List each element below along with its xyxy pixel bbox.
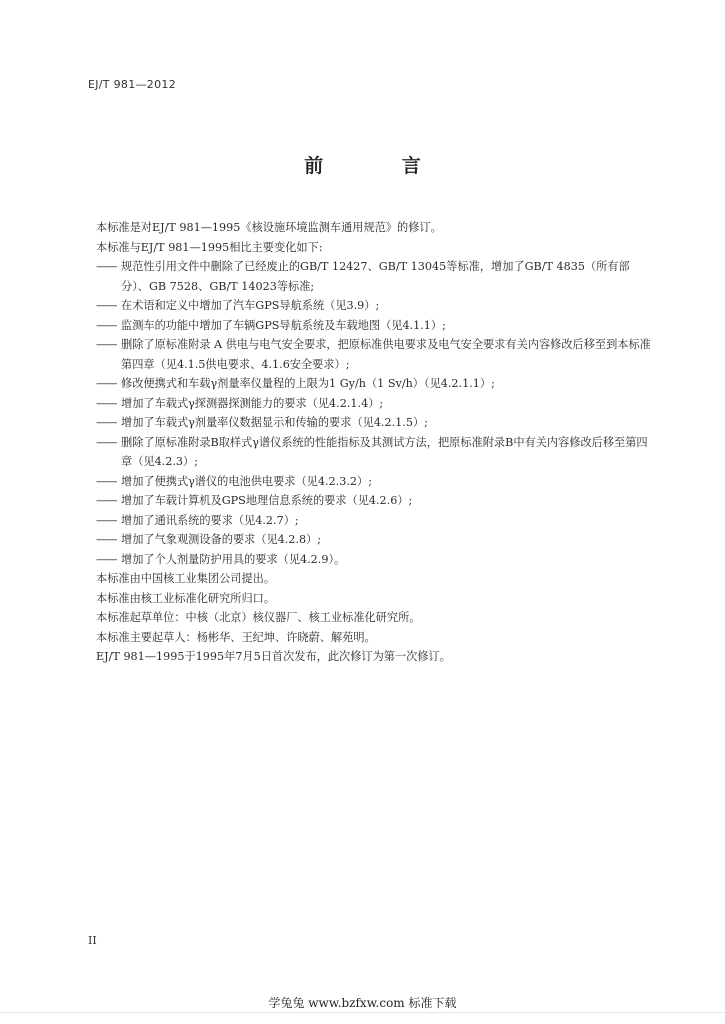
dash-marker: —— — [96, 338, 117, 351]
change-item — [96, 472, 656, 492]
dash-marker: —— — [96, 533, 117, 546]
change-text: 规范性引用文件中删除了已经废止的GB/T 12427、GB/T 13045等标准，增加了GB/T 4835（所有部分）、GB 7528、GB/T 14023等标准; — [121, 260, 630, 293]
dash-marker: —— — [96, 474, 117, 488]
change-item — [96, 433, 656, 472]
scan-edge-divider — [0, 1012, 725, 1013]
closing-paragraph: EJ/T 981—1995于1995年7月5日首次发布，此次修订为第一次修订。 — [96, 650, 451, 663]
dash-marker: —— — [96, 260, 117, 273]
change-item — [96, 530, 656, 550]
change-item — [96, 335, 656, 374]
change-item — [96, 413, 656, 433]
page-title: 前 言 — [304, 155, 457, 177]
change-text: 删除了原标准附录 A 供电与电气安全要求，把原标准供电要求及电气安全要求有关内容修改后移至到本标准第四章（见4.1.5供电要求、4.1.6安全要求）; — [121, 338, 651, 371]
change-item — [96, 550, 656, 570]
change-text: 监测车的功能中增加了车辆GPS导航系统及车载地图（见4.1.1）; — [121, 318, 446, 332]
dash-marker: —— — [96, 318, 117, 332]
change-item — [96, 316, 656, 336]
change-text: 增加了通讯系统的要求（见4.2.7）; — [121, 513, 299, 527]
closing-paragraph: 本标准主要起草人：杨彬华、王纪坤、许晓蔚、解苑明。 — [96, 630, 376, 644]
dash-marker: —— — [96, 377, 117, 390]
change-item — [96, 511, 656, 531]
dash-marker: —— — [96, 435, 117, 449]
intro-paragraph: 本标准与EJ/T 981—1995相比主要变化如下: — [96, 240, 323, 254]
page-number: II — [88, 934, 97, 947]
change-text: 增加了便携式γ谱仪的电池供电要求（见4.2.3.2）; — [121, 474, 372, 488]
closing-paragraph: 本标准由中国核工业集团公司提出。 — [96, 572, 276, 585]
change-item — [96, 491, 656, 511]
change-text: 增加了车载式γ探测器探测能力的要求（见4.2.1.4）; — [121, 396, 384, 410]
closing-paragraph: 本标准由核工业标准化研究所归口。 — [96, 591, 276, 605]
closing-paragraph: 本标准起草单位：中核（北京）核仪器厂、核工业标准化研究所。 — [96, 611, 421, 624]
foreword-body — [96, 218, 656, 667]
change-item — [96, 257, 656, 296]
change-text: 增加了车载式γ剂量率仪数据显示和传输的要求（见4.2.1.5）; — [121, 416, 428, 429]
change-text: 增加了气象观测设备的要求（见4.2.8）; — [121, 533, 322, 546]
change-item — [96, 374, 656, 394]
dash-marker: —— — [96, 299, 117, 312]
dash-marker: —— — [96, 494, 117, 507]
document-code: EJ/T 981—2012 — [88, 78, 177, 91]
change-text: 在术语和定义中增加了汽车GPS导航系统（见3.9）; — [121, 299, 380, 312]
change-item — [96, 296, 656, 316]
dash-marker: —— — [96, 416, 117, 429]
change-text: 增加了车载计算机及GPS地理信息系统的要求（见4.2.6）; — [121, 494, 413, 507]
change-item — [96, 394, 656, 414]
dash-marker: —— — [96, 513, 117, 527]
dash-marker: —— — [96, 396, 117, 410]
change-text: 增加了个人剂量防护用具的要求（见4.2.9）。 — [121, 552, 346, 566]
footer-watermark: 学兔兔 www.bzfxw.com 标准下载 — [268, 996, 457, 1010]
change-text: 修改便携式和车载γ剂量率仪量程的上限为1 Gy/h（1 Sv/h）（见4.2.1.1）; — [121, 377, 495, 390]
change-text: 删除了原标准附录B取样式γ谱仪系统的性能指标及其测试方法，把原标准附录B中有关内容修改后移至第四章（见4.2.3）; — [121, 435, 648, 468]
intro-paragraph: 本标准是对EJ/T 981—1995《核设施环境监测车通用规范》的修订。 — [96, 221, 442, 234]
dash-marker: —— — [96, 552, 117, 566]
